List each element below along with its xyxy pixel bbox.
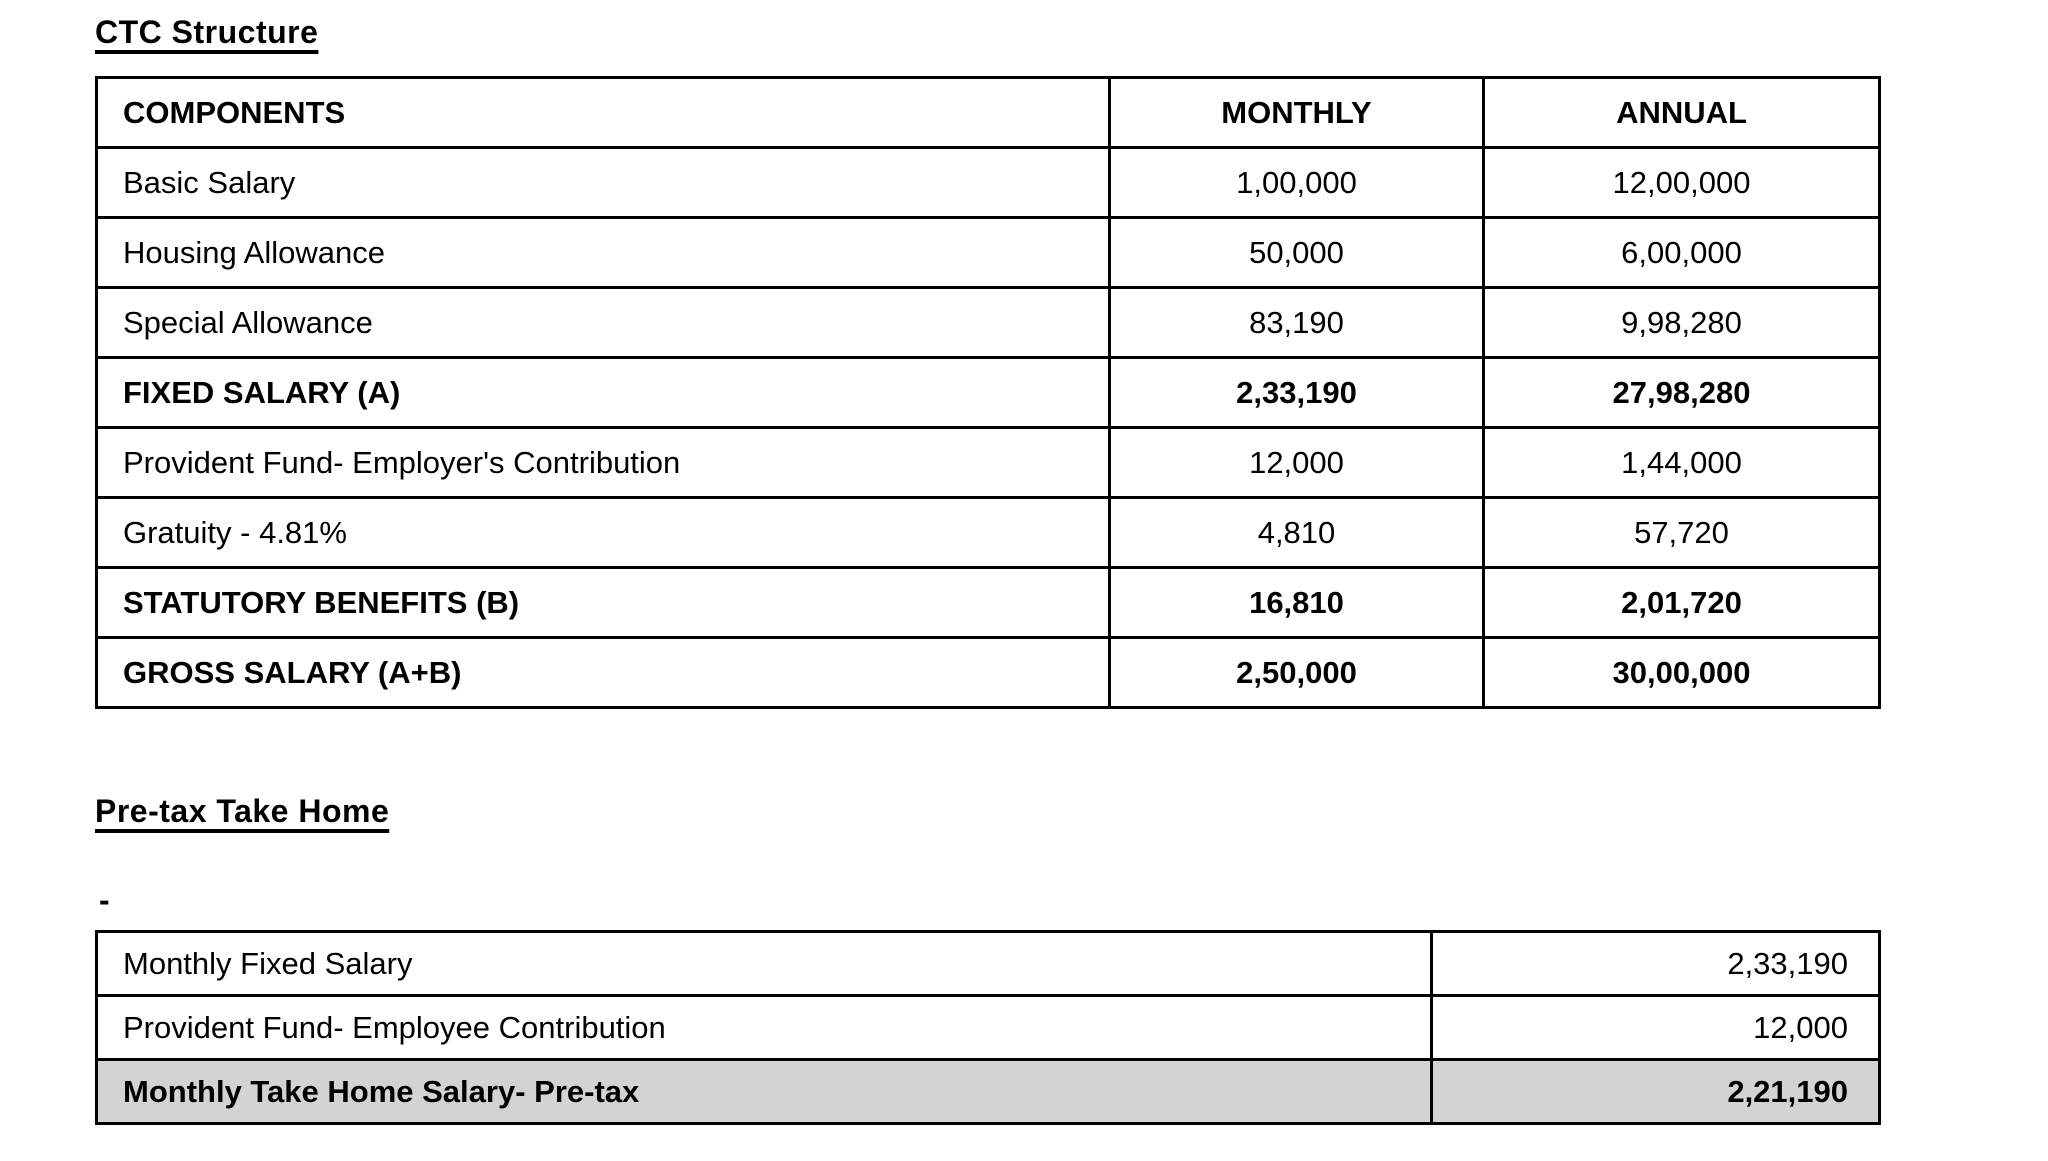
table-row-gratuity <box>97 498 1880 568</box>
annual-value: 12,00,000 <box>1484 148 1880 218</box>
component-label: STATUTORY BENEFITS (B) <box>97 568 1110 638</box>
annual-value: 6,00,000 <box>1484 218 1880 288</box>
table-row-basic-salary <box>97 148 1880 218</box>
pretax-label: Provident Fund- Employee Contribution <box>97 996 1432 1060</box>
monthly-value: 16,810 <box>1110 568 1484 638</box>
dash-mark: - <box>99 882 110 918</box>
annual-value: 30,00,000 <box>1484 638 1880 708</box>
table-row-fixed-salary-total <box>97 358 1880 428</box>
annual-value: 9,98,280 <box>1484 288 1880 358</box>
table-row-pf-employee <box>97 996 1880 1060</box>
component-label: FIXED SALARY (A) <box>97 358 1110 428</box>
monthly-value: 4,810 <box>1110 498 1484 568</box>
monthly-value: 12,000 <box>1110 428 1484 498</box>
table-row-monthly-take-home-total <box>97 1060 1880 1124</box>
ctc-structure-title: CTC Structure <box>95 14 319 50</box>
table-row-special-allowance <box>97 288 1880 358</box>
pretax-take-home-title: Pre-tax Take Home <box>95 793 390 829</box>
pretax-label: Monthly Take Home Salary- Pre-tax <box>97 1060 1432 1124</box>
component-label: Basic Salary <box>97 148 1110 218</box>
component-label: Provident Fund- Employer's Contribution <box>97 428 1110 498</box>
component-label: GROSS SALARY (A+B) <box>97 638 1110 708</box>
pretax-take-home-table <box>95 930 1881 1125</box>
component-label: Housing Allowance <box>97 218 1110 288</box>
component-label: Gratuity - 4.81% <box>97 498 1110 568</box>
header-components: COMPONENTS <box>97 78 1110 148</box>
table-row-gross-salary-total <box>97 638 1880 708</box>
annual-value: 1,44,000 <box>1484 428 1880 498</box>
header-annual: ANNUAL <box>1484 78 1880 148</box>
table-row-monthly-fixed-salary <box>97 932 1880 996</box>
ctc-structure-table <box>95 76 1881 709</box>
pretax-value: 12,000 <box>1432 996 1880 1060</box>
monthly-value: 2,50,000 <box>1110 638 1484 708</box>
monthly-value: 2,33,190 <box>1110 358 1484 428</box>
pretax-label: Monthly Fixed Salary <box>97 932 1432 996</box>
annual-value: 27,98,280 <box>1484 358 1880 428</box>
ctc-header-row <box>97 78 1880 148</box>
annual-value: 57,720 <box>1484 498 1880 568</box>
monthly-value: 50,000 <box>1110 218 1484 288</box>
annual-value: 2,01,720 <box>1484 568 1880 638</box>
pretax-value: 2,21,190 <box>1432 1060 1880 1124</box>
table-row-housing-allowance <box>97 218 1880 288</box>
table-row-pf-employer <box>97 428 1880 498</box>
table-row-statutory-benefits-total <box>97 568 1880 638</box>
pretax-value: 2,33,190 <box>1432 932 1880 996</box>
header-monthly: MONTHLY <box>1110 78 1484 148</box>
monthly-value: 83,190 <box>1110 288 1484 358</box>
component-label: Special Allowance <box>97 288 1110 358</box>
monthly-value: 1,00,000 <box>1110 148 1484 218</box>
